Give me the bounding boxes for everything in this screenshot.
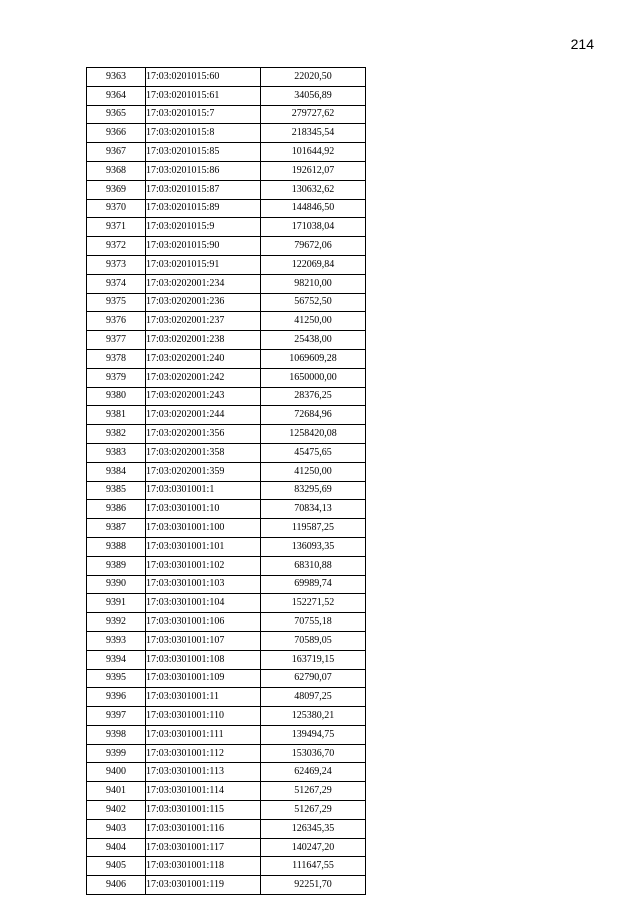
row-number-cell: 9380 [87,387,146,406]
table-row [87,368,366,387]
row-number-cell: 9378 [87,349,146,368]
row-number-cell: 9388 [87,537,146,556]
table-row [87,876,366,895]
cadastral-number-cell: 17:03:0202001:238 [146,331,261,350]
value-cell: 136093,35 [261,537,366,556]
cadastral-number-cell: 17:03:0301001:113 [146,763,261,782]
row-number-cell: 9385 [87,481,146,500]
value-cell: 92251,70 [261,876,366,895]
row-number-cell: 9396 [87,688,146,707]
table-row [87,124,366,143]
row-number-cell: 9397 [87,707,146,726]
cadastral-number-cell: 17:03:0301001:103 [146,575,261,594]
value-cell: 144846,50 [261,199,366,218]
cadastral-number-cell: 17:03:0202001:244 [146,406,261,425]
value-cell: 41250,00 [261,462,366,481]
row-number-cell: 9384 [87,462,146,481]
table-row [87,199,366,218]
table-row [87,801,366,820]
value-cell: 139494,75 [261,725,366,744]
table-row [87,631,366,650]
table-row [87,613,366,632]
data-table [86,67,366,895]
table-row [87,425,366,444]
cadastral-number-cell: 17:03:0202001:356 [146,425,261,444]
table-row [87,481,366,500]
cadastral-number-cell: 17:03:0301001:110 [146,707,261,726]
cadastral-number-cell: 17:03:0201015:60 [146,68,261,87]
row-number-cell: 9390 [87,575,146,594]
cadastral-number-cell: 17:03:0301001:100 [146,519,261,538]
table-row [87,688,366,707]
table-row [87,819,366,838]
row-number-cell: 9371 [87,218,146,237]
value-cell: 122069,84 [261,255,366,274]
value-cell: 140247,20 [261,838,366,857]
cadastral-number-cell: 17:03:0202001:359 [146,462,261,481]
cadastral-number-cell: 17:03:0301001:109 [146,669,261,688]
row-number-cell: 9377 [87,331,146,350]
table-row [87,575,366,594]
value-cell: 83295,69 [261,481,366,500]
row-number-cell: 9369 [87,180,146,199]
value-cell: 48097,25 [261,688,366,707]
cadastral-number-cell: 17:03:0202001:234 [146,274,261,293]
value-cell: 62469,24 [261,763,366,782]
row-number-cell: 9376 [87,312,146,331]
cadastral-number-cell: 17:03:0202001:240 [146,349,261,368]
value-cell: 56752,50 [261,293,366,312]
row-number-cell: 9392 [87,613,146,632]
table-row [87,556,366,575]
cadastral-number-cell: 17:03:0201015:8 [146,124,261,143]
row-number-cell: 9387 [87,519,146,538]
row-number-cell: 9373 [87,255,146,274]
table-row [87,86,366,105]
table-row [87,68,366,87]
row-number-cell: 9383 [87,443,146,462]
row-number-cell: 9404 [87,838,146,857]
row-number-cell: 9375 [87,293,146,312]
table-row [87,387,366,406]
cadastral-number-cell: 17:03:0202001:243 [146,387,261,406]
value-cell: 1258420,08 [261,425,366,444]
cadastral-number-cell: 17:03:0201015:85 [146,143,261,162]
row-number-cell: 9391 [87,594,146,613]
row-number-cell: 9381 [87,406,146,425]
table-row [87,650,366,669]
cadastral-number-cell: 17:03:0201015:87 [146,180,261,199]
cadastral-number-cell: 17:03:0301001:117 [146,838,261,857]
row-number-cell: 9367 [87,143,146,162]
row-number-cell: 9400 [87,763,146,782]
table-row [87,763,366,782]
row-number-cell: 9365 [87,105,146,124]
value-cell: 101644,92 [261,143,366,162]
value-cell: 41250,00 [261,312,366,331]
value-cell: 98210,00 [261,274,366,293]
cadastral-number-cell: 17:03:0202001:358 [146,443,261,462]
value-cell: 28376,25 [261,387,366,406]
value-cell: 130632,62 [261,180,366,199]
row-number-cell: 9405 [87,857,146,876]
cadastral-number-cell: 17:03:0301001:10 [146,500,261,519]
table-row [87,537,366,556]
table-row [87,143,366,162]
value-cell: 126345,35 [261,819,366,838]
value-cell: 153036,70 [261,744,366,763]
table-row [87,180,366,199]
value-cell: 51267,29 [261,801,366,820]
table-row [87,519,366,538]
value-cell: 68310,88 [261,556,366,575]
cadastral-number-cell: 17:03:0301001:115 [146,801,261,820]
table-row [87,218,366,237]
value-cell: 218345,54 [261,124,366,143]
row-number-cell: 9389 [87,556,146,575]
table-body [87,68,366,895]
cadastral-number-cell: 17:03:0301001:112 [146,744,261,763]
table-row [87,274,366,293]
value-cell: 25438,00 [261,331,366,350]
row-number-cell: 9372 [87,237,146,256]
table-row [87,782,366,801]
cadastral-number-cell: 17:03:0301001:1 [146,481,261,500]
cadastral-number-cell: 17:03:0301001:107 [146,631,261,650]
table-row [87,857,366,876]
value-cell: 1650000,00 [261,368,366,387]
value-cell: 192612,07 [261,161,366,180]
cadastral-number-cell: 17:03:0301001:116 [146,819,261,838]
cadastral-number-cell: 17:03:0301001:111 [146,725,261,744]
cadastral-number-cell: 17:03:0301001:104 [146,594,261,613]
cadastral-number-cell: 17:03:0301001:11 [146,688,261,707]
row-number-cell: 9382 [87,425,146,444]
cadastral-number-cell: 17:03:0301001:108 [146,650,261,669]
value-cell: 45475,65 [261,443,366,462]
cadastral-number-cell: 17:03:0301001:102 [146,556,261,575]
row-number-cell: 9363 [87,68,146,87]
cadastral-number-cell: 17:03:0201015:61 [146,86,261,105]
value-cell: 70589,05 [261,631,366,650]
row-number-cell: 9406 [87,876,146,895]
table-row [87,293,366,312]
table-row [87,105,366,124]
value-cell: 111647,55 [261,857,366,876]
table-row [87,443,366,462]
cadastral-number-cell: 17:03:0202001:237 [146,312,261,331]
cadastral-number-cell: 17:03:0301001:106 [146,613,261,632]
cadastral-number-cell: 17:03:0301001:114 [146,782,261,801]
value-cell: 79672,06 [261,237,366,256]
cadastral-number-cell: 17:03:0201015:86 [146,161,261,180]
row-number-cell: 9403 [87,819,146,838]
table-row [87,161,366,180]
cadastral-number-cell: 17:03:0201015:91 [146,255,261,274]
value-cell: 152271,52 [261,594,366,613]
table-row [87,744,366,763]
cadastral-number-cell: 17:03:0201015:89 [146,199,261,218]
value-cell: 22020,50 [261,68,366,87]
cadastral-number-cell: 17:03:0201015:9 [146,218,261,237]
row-number-cell: 9402 [87,801,146,820]
row-number-cell: 9394 [87,650,146,669]
cadastral-number-cell: 17:03:0202001:242 [146,368,261,387]
table-row [87,838,366,857]
row-number-cell: 9395 [87,669,146,688]
row-number-cell: 9366 [87,124,146,143]
row-number-cell: 9374 [87,274,146,293]
table-row [87,349,366,368]
row-number-cell: 9364 [87,86,146,105]
row-number-cell: 9368 [87,161,146,180]
table-row [87,462,366,481]
value-cell: 72684,96 [261,406,366,425]
cadastral-number-cell: 17:03:0301001:118 [146,857,261,876]
row-number-cell: 9370 [87,199,146,218]
table-row [87,594,366,613]
value-cell: 119587,25 [261,519,366,538]
cadastral-number-cell: 17:03:0301001:119 [146,876,261,895]
row-number-cell: 9399 [87,744,146,763]
table-row [87,312,366,331]
cadastral-number-cell: 17:03:0201015:90 [146,237,261,256]
row-number-cell: 9398 [87,725,146,744]
value-cell: 1069609,28 [261,349,366,368]
value-cell: 125380,21 [261,707,366,726]
value-cell: 70834,13 [261,500,366,519]
table-row [87,255,366,274]
value-cell: 51267,29 [261,782,366,801]
value-cell: 279727,62 [261,105,366,124]
value-cell: 69989,74 [261,575,366,594]
row-number-cell: 9379 [87,368,146,387]
table-row [87,331,366,350]
row-number-cell: 9401 [87,782,146,801]
table-row [87,406,366,425]
table-row [87,500,366,519]
table-row [87,707,366,726]
cadastral-number-cell: 17:03:0301001:101 [146,537,261,556]
value-cell: 163719,15 [261,650,366,669]
row-number-cell: 9386 [87,500,146,519]
page-number: 214 [570,36,594,52]
value-cell: 171038,04 [261,218,366,237]
table-row [87,237,366,256]
row-number-cell: 9393 [87,631,146,650]
cadastral-number-cell: 17:03:0202001:236 [146,293,261,312]
value-cell: 62790,07 [261,669,366,688]
table-row [87,669,366,688]
value-cell: 70755,18 [261,613,366,632]
value-cell: 34056,89 [261,86,366,105]
table-row [87,725,366,744]
cadastral-number-cell: 17:03:0201015:7 [146,105,261,124]
